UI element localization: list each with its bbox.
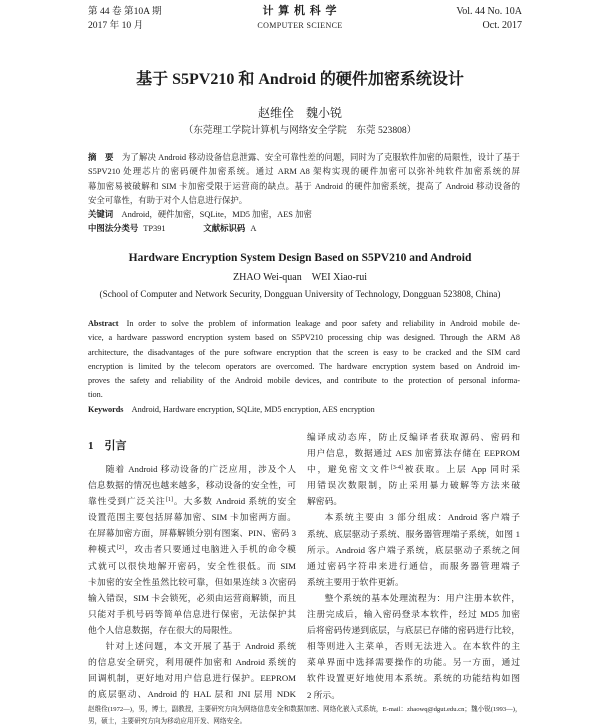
- date-cn: 2017 年 10 月: [88, 19, 144, 31]
- citation-ref: [1]: [165, 497, 173, 504]
- classification-line: [88, 222, 520, 236]
- body-text-line: 信息数据的情况也越来越多，移动设备的安全性，可: [88, 480, 296, 491]
- left-column: [88, 461, 296, 702]
- abstract-cn-label: 摘 要: [88, 153, 114, 162]
- abstract-cn-line: 幕加密易被破解和 SIM 卡加密受限于运营商的缺点。基于 Android 的硬件加密系统，提高了 Android 移动设备的: [88, 181, 520, 191]
- body-text-line: 式就可以很快地解开密码，安全性很低。而 SIM: [88, 560, 296, 571]
- abstract-cn-text: 为了解决 Android 移动设备信息泄露、安全可靠性差的问题，同时为了克服软件加密的局限性，设计了基于: [121, 153, 520, 162]
- paragraph: [88, 638, 296, 702]
- abstract-en-line: vice, a hardware password encryption system based on S5PV210 processing chip was designed. Through the ARM A8: [88, 333, 520, 343]
- body-text-line: 系统主要用于软件更新。: [307, 576, 404, 587]
- date-en: Oct. 2017: [482, 19, 522, 31]
- body-text-line: 他个人信息数据，存在很大的局限性。: [88, 624, 238, 635]
- volume-issue-cn: 第 44 卷 第10A 期: [88, 6, 162, 17]
- body-text-line: 回调机制，更好地对用户信息进行保护。EEPROM: [88, 673, 296, 684]
- body-text-line: 2 所示。: [307, 689, 340, 700]
- body-text-line: 种模式[2]，攻击者只要通过电脑进入手机的命令模: [88, 544, 296, 555]
- authors-en: ZHAO Wei-quan WEI Xiao-rui: [233, 272, 367, 283]
- body-text-line: 所示。Android 客户端子系统，底层驱动子系统之间: [307, 544, 520, 555]
- keywords-en-text: Android, Hardware encryption, SQLite, MD5 encryption, AES encryption: [131, 405, 375, 414]
- keywords-cn: [88, 208, 520, 222]
- abstract-cn-line: 安全可靠性，有助于对个人信息进行保护。: [88, 196, 248, 206]
- paragraph: [307, 590, 520, 703]
- abstract-en-label: Abstract: [88, 319, 119, 328]
- abstract-en-text: In order to solve the problem of information leakage and poor safety and reliability in Android mobile de-: [126, 319, 520, 328]
- body-text-line: 用户信息，数据通过 AES 加密算法存储在 EEPROM: [307, 448, 520, 459]
- body-text-line: 随着 Android 移动设备的广泛应用，涉及个人: [105, 464, 296, 474]
- authors-cn: 赵维佺 魏小锐: [257, 106, 342, 120]
- paragraph: [307, 509, 520, 589]
- paragraph: [307, 429, 520, 509]
- header-center: [196, 5, 404, 32]
- body-text-line: 本系统主要由 3 部分组成：Android 客户端子: [324, 512, 520, 523]
- footnote-line: 赵维佺(1972—)，男，博士，副教授，主要研究方向为网络信息安全和数据加密、网络化嵌入式系统，E-mail：zhaowq@dgut.edu.cn；魏小锐(1993—)，: [88, 706, 522, 713]
- body-text-line: 在屏幕加密方面，屏幕解锁分别有图案、PIN、密码 3: [88, 528, 296, 539]
- affiliation-cn: （东莞理工学院计算机与网络安全学院 东莞 523808）: [183, 124, 417, 136]
- keywords-cn-label: 关键词: [88, 210, 114, 219]
- keywords-cn-text: Android，硬件加密，SQLite，MD5 加密，AES 加密: [121, 210, 312, 219]
- abstract-cn-line: [88, 151, 520, 165]
- affiliation-en: (School of Computer and Network Security, Dongguan University of Technology, Dongguan 523808, China): [99, 289, 501, 299]
- citation-ref: [3-4]: [390, 465, 403, 472]
- section-title: 引言: [104, 440, 127, 452]
- paragraph: [88, 461, 296, 638]
- abstract-en-line: [88, 317, 520, 331]
- body-text-line: 只能对手机号码等简单信息进行保密，无法保护其: [88, 608, 296, 619]
- keywords-en-label: Keywords: [88, 405, 124, 414]
- abstract-en-line: encryption is limited by the telecom operators are overcomed. The hardware encryption system based on Android im-: [88, 361, 520, 371]
- volume-issue-en: Vol. 44 No. 10A: [456, 6, 522, 17]
- body-text-line: 输入错误，SIM 卡会锁死，必须由运营商解锁，而且: [88, 592, 296, 603]
- journal-name-en: COMPUTER SCIENCE: [257, 20, 343, 30]
- body-text-line: 解密码。: [307, 496, 343, 507]
- abstract-cn: [88, 151, 520, 209]
- citation-ref: [2]: [116, 545, 124, 552]
- doc-code-label: 文献标识码: [203, 224, 246, 233]
- doc-code: A: [250, 224, 257, 233]
- body-text-line: 用错误次数限制，防止采用暴力破解等方法来破: [307, 480, 520, 491]
- body-text-line: 中，避免密文文件[3-4]被获取。上层 App 同时采: [307, 464, 520, 475]
- header-left: [88, 5, 162, 32]
- abstract-en-line: architecture, the disadvantages of the pure software encryption that the screen is easy to be cracked and the SIM card: [88, 347, 520, 357]
- body-text-line: 靠性受到广泛关注[1]。大多数 Android 系统的安全: [88, 496, 296, 507]
- body-text-line: 卡加密的安全性虽然比较可靠，但如果连续 3 次密码: [88, 576, 296, 587]
- body-text-line: 的信息安全研究，利用硬件加密和 Android 系统的: [88, 657, 296, 668]
- section-number: 1: [88, 440, 94, 452]
- body-text-line: 整个系统的基本处理流程为：用户注册本软件，: [324, 592, 520, 603]
- abstract-cn-line: S5PV210 处理芯片的密码硬件加密系统。通过 ARM A8 架构实现的硬件加密可以弥补纯软件加密系统的屏: [88, 167, 520, 177]
- body-text-line: 编译成动态库，防止反编译者获取源码、密码和: [307, 432, 520, 442]
- journal-name-cn: 计 算 机 科 学: [262, 5, 338, 17]
- body-text-line: 注册完成后，输入密码登录本软件，经过 MD5 加密: [307, 609, 520, 620]
- body-text-line: 菜单界面中选择需要操作的功能。另一方面，通过: [307, 657, 520, 668]
- body-text-line: 软件设置更好地使用本系统。系统的功能结构如图: [307, 673, 520, 684]
- clc-number: TP391: [143, 224, 166, 233]
- body-text-line: 系统、底层驱动子系统、服务器管理端子系统，如图 1: [307, 528, 520, 539]
- section-heading: [88, 438, 127, 454]
- keywords-en: [88, 403, 520, 417]
- abstract-en-line: tion.: [88, 390, 103, 400]
- right-column: [307, 429, 520, 703]
- body-text-line: 的底层驱动、Android 的 HAL 层和 JNI 层用 NDK: [88, 689, 296, 700]
- body-text-line: 通过密码字符串来进行通信，而服务器管理端子: [307, 560, 520, 571]
- author-footnote: [88, 704, 520, 727]
- body-text-line: 后将密码传递到底层，与底层已存储的密码进行比较，: [307, 625, 520, 636]
- body-text-line: 相等则进入主菜单，否则无法进入。在本软件的主: [307, 641, 520, 652]
- abstract-en-line: proves the safety and reliability of the Android mobile devices, and contribute to the protection of personal informa-: [88, 376, 520, 386]
- abstract-en: [88, 317, 520, 403]
- paper-title-en: Hardware Encryption System Design Based on S5PV210 and Android: [128, 252, 472, 264]
- body-text-line: 针对上述问题，本文开展了基于 Android 系统: [105, 641, 296, 652]
- body-text-line: 设置范围主要包括屏幕加密、SIM 卡加密两方面。: [88, 512, 296, 523]
- clc-label: 中图法分类号: [88, 224, 139, 233]
- footnote-line: 男，硕士，主要研究方向为移动应用开发、网络安全。: [88, 717, 247, 725]
- paper-title-cn: 基于 S5PV210 和 Android 的硬件加密系统设计: [136, 71, 464, 88]
- header-right: [456, 5, 522, 32]
